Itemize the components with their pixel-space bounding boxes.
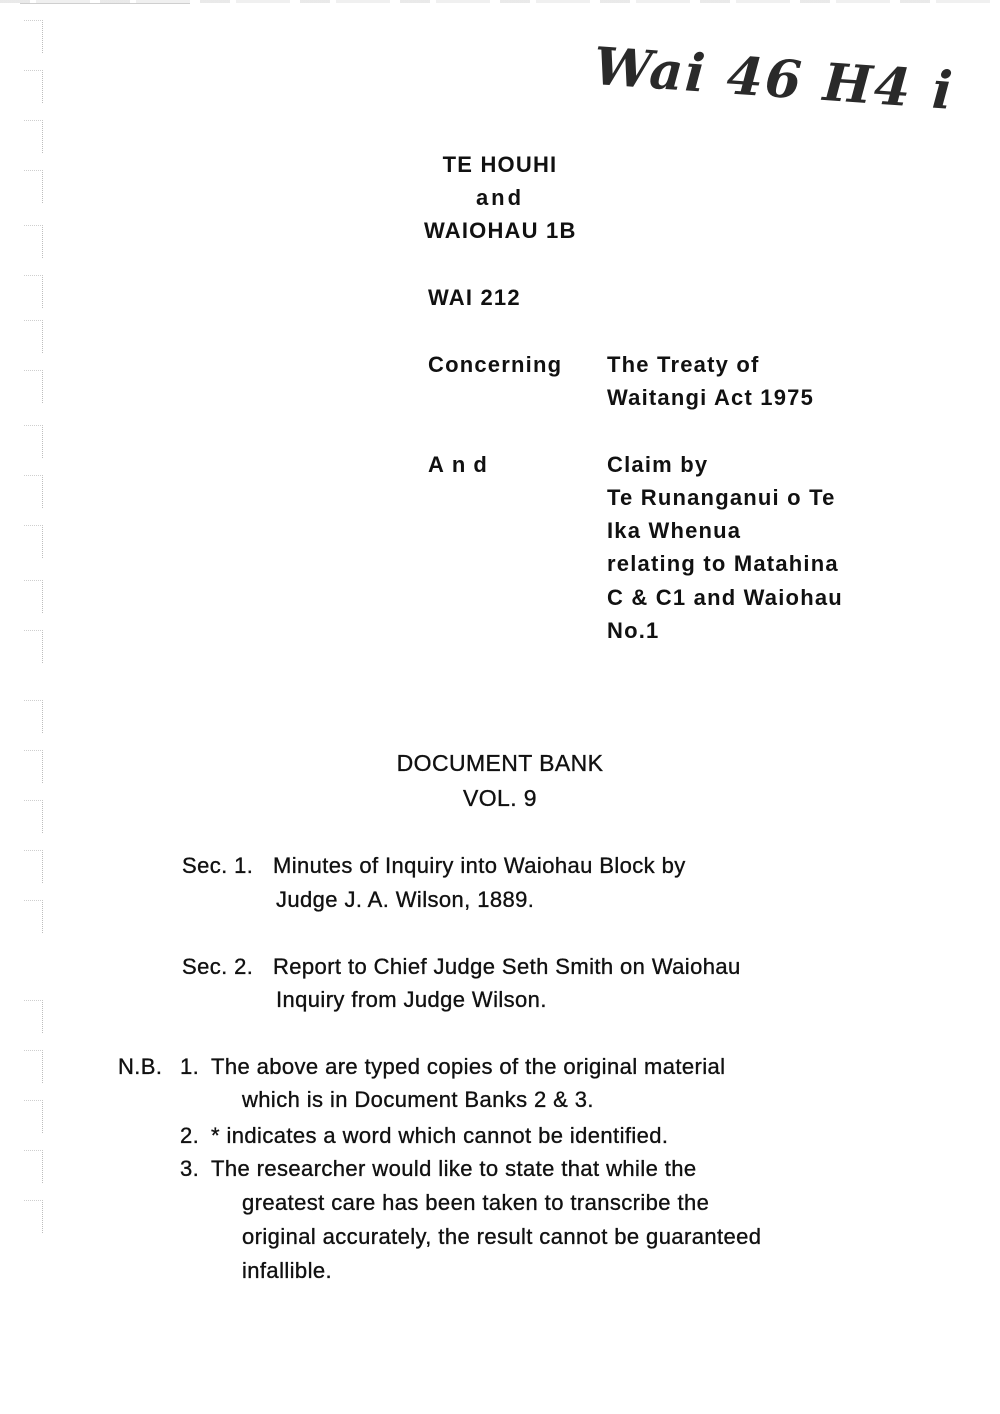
- binding-hole: [24, 580, 43, 613]
- note-3-number: 3.: [180, 1156, 200, 1181]
- claim-line-3: Ika Whenua: [607, 518, 742, 543]
- concerning-line-2: Waitangi Act 1975: [607, 385, 815, 410]
- binding-hole: [24, 900, 43, 933]
- section-1-line-2: Judge J. A. Wilson, 1889.: [276, 887, 535, 912]
- binding-hole: [24, 800, 43, 833]
- binding-hole: [24, 475, 43, 508]
- binding-hole: [24, 425, 43, 458]
- note-3-line-1: The researcher would like to state that while the: [211, 1156, 697, 1181]
- title-line-2: and: [475, 185, 525, 210]
- concerning-line-1: The Treaty of: [607, 352, 760, 377]
- note-3-line-4: infallible.: [242, 1258, 333, 1283]
- and-label: And: [428, 452, 495, 477]
- binding-hole: [24, 20, 43, 53]
- binding-hole: [24, 275, 43, 308]
- claim-line-6: No.1: [607, 618, 660, 643]
- note-2-number: 2.: [180, 1123, 200, 1148]
- claim-line-4: relating to Matahina: [607, 551, 839, 576]
- binding-hole: [24, 750, 43, 783]
- note-1-number: 1.: [180, 1054, 200, 1079]
- note-1-line-2: which is in Document Banks 2 & 3.: [242, 1087, 594, 1112]
- binding-hole: [24, 225, 43, 258]
- document-bank-title: DOCUMENT BANK: [396, 750, 604, 776]
- binding-hole: [24, 1100, 43, 1133]
- binding-hole: [24, 525, 43, 558]
- binding-hole: [24, 370, 43, 403]
- claim-line-1: Claim by: [607, 452, 709, 477]
- note-2-line-1: * indicates a word which cannot be identified.: [211, 1123, 669, 1148]
- binding-hole: [24, 850, 43, 883]
- section-2-line-2: Inquiry from Judge Wilson.: [276, 987, 547, 1012]
- claim-line-5: C & C1 and Waiohau: [607, 585, 843, 610]
- note-1-line-1: The above are typed copies of the original material: [211, 1054, 726, 1079]
- section-2-line-1: Report to Chief Judge Seth Smith on Waiohau: [273, 954, 741, 979]
- title-line-3: WAIOHAU 1B: [424, 218, 577, 243]
- binding-hole: [24, 700, 43, 733]
- binding-hole-marks: [24, 0, 46, 1414]
- wai-number: WAI 212: [428, 285, 521, 310]
- binding-hole: [24, 1000, 43, 1033]
- binding-hole: [24, 70, 43, 103]
- document-bank-volume: VOL. 9: [463, 785, 537, 811]
- section-1-label: Sec. 1.: [182, 853, 254, 878]
- binding-hole: [24, 120, 43, 153]
- section-1-line-1: Minutes of Inquiry into Waiohau Block by: [273, 853, 686, 878]
- binding-hole: [24, 1050, 43, 1083]
- binding-hole: [24, 1150, 43, 1183]
- binding-hole: [24, 1200, 43, 1233]
- title-line-1: TE HOUHI: [442, 152, 558, 177]
- note-3-line-3: original accurately, the result cannot be guaranteed: [242, 1224, 762, 1249]
- section-2-label: Sec. 2.: [182, 954, 254, 979]
- binding-hole: [24, 170, 43, 203]
- handwritten-reference: Wai 46 H4 i: [591, 36, 957, 123]
- notes-label: N.B.: [118, 1054, 163, 1079]
- concerning-label: Concerning: [428, 352, 563, 377]
- binding-hole: [24, 630, 43, 663]
- note-3-line-2: greatest care has been taken to transcribe the: [242, 1190, 710, 1215]
- claim-line-2: Te Runanganui o Te: [607, 485, 836, 510]
- binding-hole: [24, 320, 43, 353]
